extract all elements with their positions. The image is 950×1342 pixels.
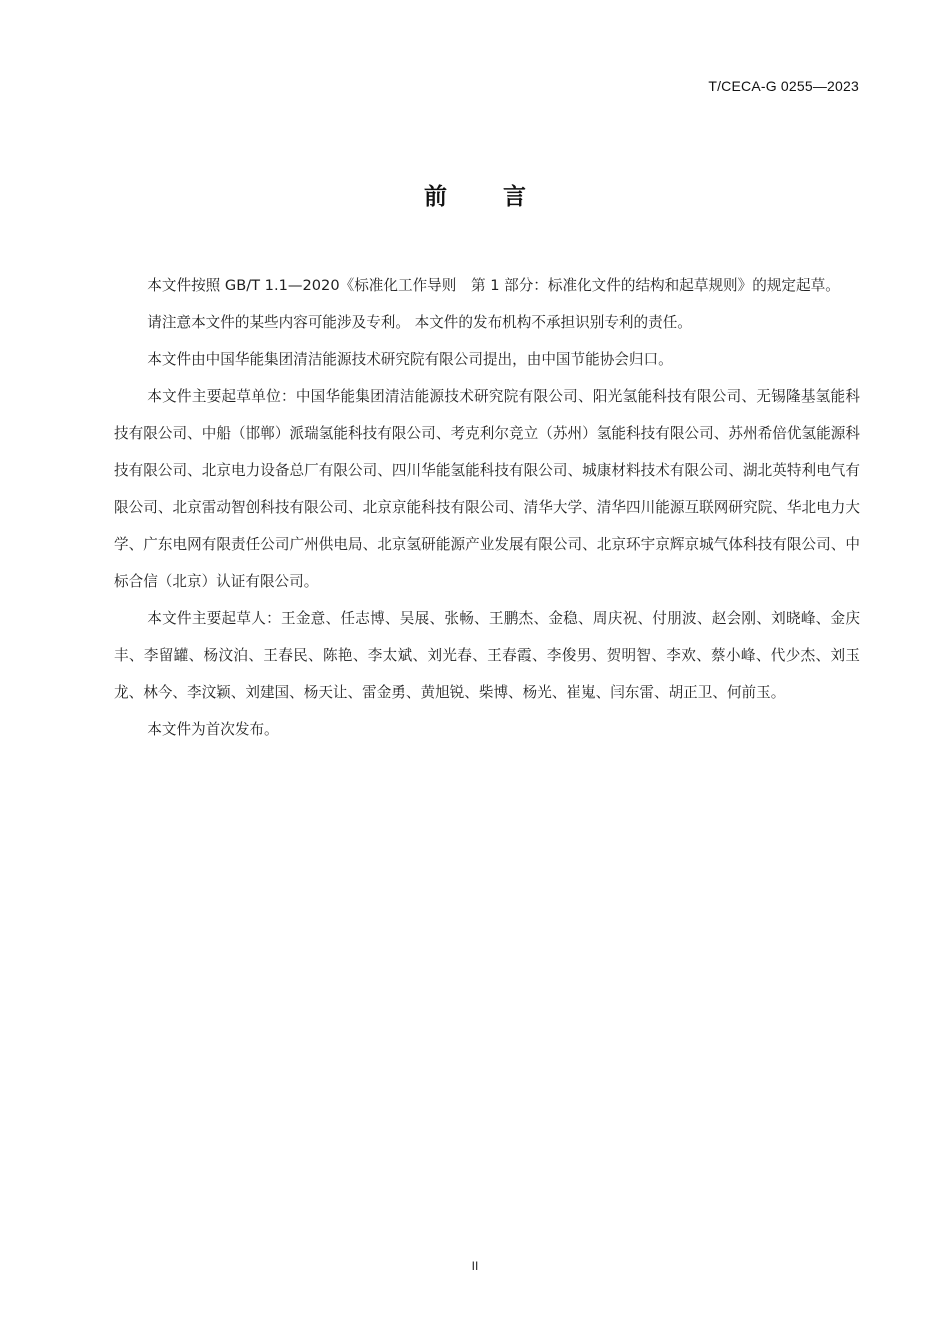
paragraph-drafting-organizations: 本文件主要起草单位：中国华能集团清洁能源技术研究院有限公司、阳光氢能科技有限公司、无锡隆基氢能科技有限公司、中船（邯郸）派瑞氢能科技有限公司、考克利尔竞立（苏州）氢能科技有限公司、苏州希倍优氢能源科技有限公司、北京电力设备总厂有限公司、四川华能氢能科技有限公司、城康材料技术有限公司、湖北英特利电气有限公司、北京雷动智创科技有限公司、北京京能科技有限公司、清华大学、清华四川能源互联网研究院、华北电力大学、广东电网有限责任公司广州供电局、北京氢研能源产业发展有限公司、北京环宇京辉京城气体科技有限公司、中标合信（北京）认证有限公司。	[114, 388, 860, 590]
page-number: II	[471, 1259, 479, 1273]
paragraph-drafters: 本文件主要起草人：王金意、任志博、吴展、张畅、王鹏杰、金稳、周庆祝、付朋波、赵会刚、刘晓峰、金庆丰、李留罐、杨汶泊、王春民、陈艳、李太斌、刘光春、王春霞、李俊男、贺明智、李欢、蔡小峰、代少杰、刘玉龙、林今、李汶颖、刘建国、杨天让、雷金勇、黄旭锐、柴博、杨光、崔嵬、闫东雷、胡正卫、何前玉。	[114, 610, 860, 701]
paragraph-patent-notice: 请注意本文件的某些内容可能涉及专利。 本文件的发布机构不承担识别专利的责任。	[147, 314, 692, 331]
title-char-1: 前	[424, 184, 447, 210]
title-char-2: 言	[503, 184, 526, 210]
paragraph-first-release: 本文件为首次发布。	[147, 721, 279, 738]
paragraph-proposer: 本文件由中国华能集团清洁能源技术研究院有限公司提出，由中国节能协会归口。	[147, 351, 673, 368]
standard-number: T/CECA-G 0255—2023	[708, 78, 859, 94]
page-title	[0, 178, 950, 211]
foreword-body	[114, 267, 860, 748]
paragraph-drafting-rules: 本文件按照 GB/T 1.1—2020《标准化工作导则 第 1 部分：标准化文件的结构和起草规则》的规定起草。	[147, 277, 840, 294]
